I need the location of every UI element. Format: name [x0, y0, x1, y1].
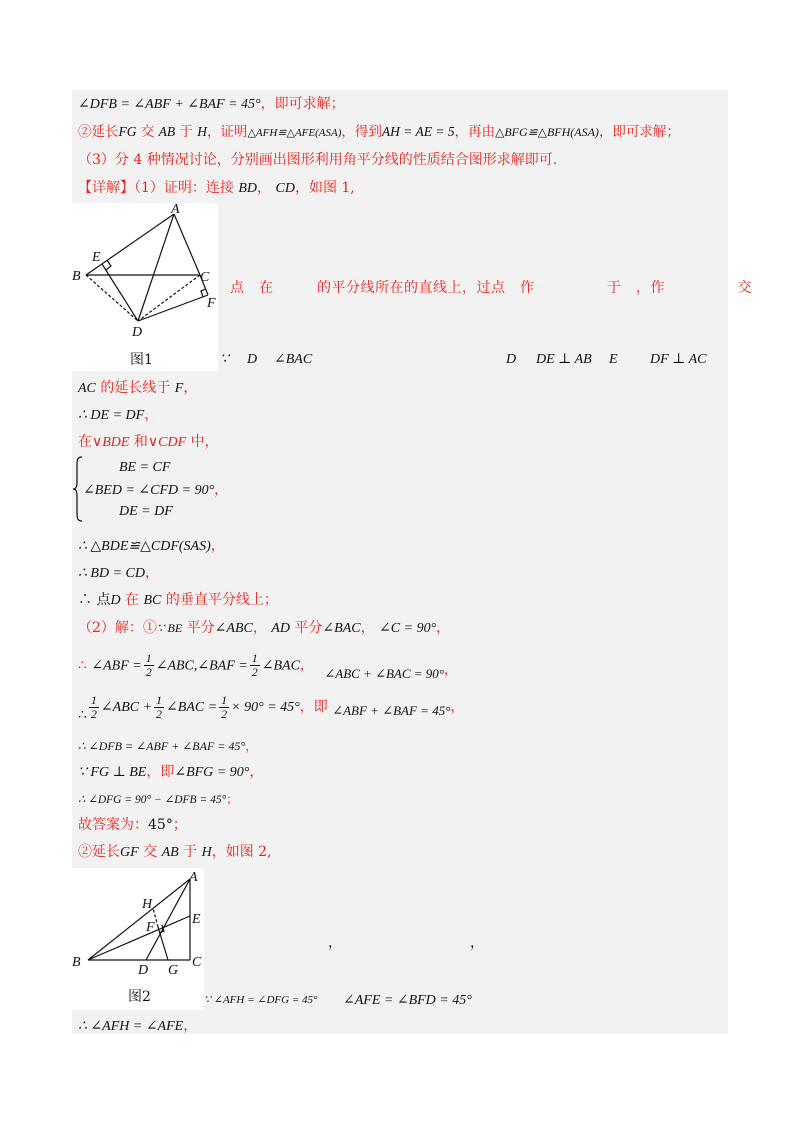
math: ∠BAC = — [166, 700, 218, 715]
math: ∠ABC + — [100, 700, 153, 715]
line-3: （3）分 4 种情况讨论，分别画出图形利用角平分线的性质结合图形求解即可. — [78, 152, 558, 168]
fraction — [144, 652, 154, 679]
line-19 — [78, 1016, 197, 1037]
math: △BFG≌△BFH(ASA) — [495, 125, 599, 139]
label-g: G — [168, 963, 179, 978]
text: 于 — [183, 844, 198, 860]
text: ，得到 — [341, 124, 382, 140]
label-d: D — [132, 325, 143, 340]
math: ∴ BD = CD — [78, 566, 145, 581]
line-17 — [78, 815, 187, 835]
text: ，如图 2, — [211, 844, 272, 860]
text: 中， — [190, 434, 219, 450]
text: ， — [360, 620, 375, 636]
line-7 — [78, 432, 219, 453]
text: ， — [183, 380, 198, 396]
math: ∠AFE = ∠BFD = 45° — [343, 993, 472, 1008]
seg-ac — [174, 214, 200, 275]
label-c: C — [192, 955, 202, 970]
figure-2-diagram — [72, 868, 204, 986]
text: 在 — [125, 592, 140, 608]
text: ∴ — [78, 707, 87, 723]
text: 的延长线于 — [100, 380, 171, 396]
text: 在 — [78, 434, 92, 450]
fraction — [89, 694, 99, 721]
text: ，即可求解； — [260, 96, 345, 112]
fig2-comma-2: ， — [470, 935, 484, 951]
math: H — [197, 124, 207, 139]
math: ∵ BE — [156, 621, 183, 635]
figure-1-diagram — [72, 203, 218, 353]
line-4 — [78, 178, 355, 199]
fraction — [219, 694, 229, 721]
math: AB — [161, 845, 179, 860]
math: ∵ — [220, 352, 229, 367]
text: ， — [450, 699, 465, 715]
text: ∴ 点 — [78, 592, 111, 608]
math: ∨CDF — [147, 435, 187, 450]
text: ，再由 — [454, 124, 496, 140]
seg-bd — [86, 275, 138, 321]
text: ， — [252, 620, 267, 636]
text: ， — [245, 739, 258, 753]
math: AC — [78, 381, 96, 396]
text: ， — [436, 620, 451, 636]
line-2 — [78, 122, 680, 143]
seg-be — [88, 916, 190, 960]
math: ∴ ∠DFB = ∠ABF + ∠BAF = 45° — [78, 739, 246, 753]
text: ②延长 — [78, 844, 120, 860]
fig2-row2-b — [343, 990, 472, 1011]
text: ， — [144, 407, 159, 423]
line-12 — [78, 652, 458, 680]
math: △AFH≌△AFE(ASA) — [247, 127, 342, 139]
text: ， — [299, 657, 314, 674]
den: 2 — [90, 706, 97, 721]
system-eq-1: BE = CF — [119, 460, 171, 475]
math: ∵ ∠AFH = ∠DFG = 45° — [204, 994, 318, 1006]
fraction — [250, 652, 260, 679]
text: ， — [444, 661, 458, 678]
math: 45° — [148, 817, 173, 833]
num: 1 — [221, 692, 228, 707]
text: ， — [214, 482, 229, 498]
num: 1 — [145, 651, 152, 665]
math: ∠C = 90° — [379, 621, 437, 636]
text: ，即可求解； — [598, 124, 680, 140]
math: D — [110, 593, 121, 608]
label-f: F — [207, 296, 216, 311]
math: ∴ ∠AFH = ∠AFE — [78, 1019, 184, 1034]
text: 交 — [143, 844, 158, 860]
line-16 — [78, 789, 238, 810]
line-14 — [78, 736, 257, 756]
text: 的垂直平分线上； — [165, 592, 278, 608]
math: DE ⊥ AB — [536, 352, 592, 367]
text: 于 — [179, 124, 193, 140]
right-angle-e — [106, 260, 111, 270]
math-dfb: ∠DFB = ∠ABF + ∠BAF = 45° — [78, 97, 261, 112]
figure-2 — [72, 868, 204, 1010]
den: 2 — [156, 706, 163, 721]
seg-df — [138, 295, 208, 321]
seg-de — [102, 264, 138, 321]
text: 平分 — [186, 620, 215, 636]
label-h: H — [142, 897, 153, 912]
text: ， — [144, 565, 159, 581]
math: H — [201, 845, 212, 860]
text: ； — [172, 817, 187, 833]
seg-ab — [86, 214, 174, 275]
math: AH = AE = 5 — [381, 124, 455, 139]
label-a: A — [189, 870, 198, 885]
den: 2 — [221, 706, 228, 721]
den: 2 — [145, 665, 152, 679]
system-eq-3: DE = DF — [119, 504, 173, 519]
line-8 — [78, 536, 225, 557]
text: ∴ — [78, 657, 87, 674]
line-10 — [78, 590, 278, 611]
math: DF ⊥ AC — [650, 352, 707, 367]
math: E — [609, 352, 618, 367]
math: ∠BAC — [261, 658, 300, 674]
label-e: E — [92, 250, 101, 265]
math: BC — [143, 593, 162, 608]
fig1-math-row — [220, 350, 720, 370]
label-f: F — [146, 920, 155, 935]
math: ∨BDE — [92, 435, 130, 450]
text: ，即 — [299, 699, 328, 715]
math: D — [506, 352, 517, 367]
text: 故答案为： — [78, 817, 148, 833]
seg-cd — [138, 275, 200, 321]
line-6 — [78, 405, 158, 426]
num: 1 — [251, 651, 258, 665]
line-18 — [78, 842, 272, 863]
den: 2 — [251, 665, 258, 679]
label-d: D — [138, 963, 149, 978]
math: ∠ABF = — [91, 658, 142, 674]
figure-1 — [72, 203, 218, 371]
text: 交 — [140, 124, 155, 140]
num: 1 — [90, 692, 97, 707]
num: 1 — [156, 692, 163, 707]
seg-ab — [88, 879, 190, 960]
text: 和 — [133, 434, 148, 450]
label-e: E — [192, 912, 201, 927]
text: ， — [249, 764, 264, 780]
math: GF — [120, 845, 139, 860]
line-13 — [78, 692, 464, 723]
line-5 — [78, 378, 197, 399]
line-9 — [78, 563, 159, 584]
text: （2）解：① — [78, 620, 157, 636]
math: ∴ DE = DF — [78, 408, 145, 423]
text: ， — [257, 180, 272, 196]
label-b: B — [72, 955, 81, 970]
fraction — [154, 694, 164, 721]
text: ， — [183, 1018, 198, 1034]
system-eq-2 — [83, 480, 228, 501]
fig1-text-row: 点 在 的平分线所在的直线上，过点 作 于 ，作 交 — [230, 280, 752, 296]
text: ； — [226, 792, 238, 806]
math: ∴ △BDE≌△CDF(SAS) — [78, 539, 211, 554]
seg-ad — [138, 214, 174, 321]
math: ∠ABC,∠BAF = — [155, 658, 248, 674]
math: D — [247, 352, 258, 367]
math: AD — [271, 621, 290, 636]
math: ∴ ∠DFG = 90° − ∠DFB = 45° — [78, 794, 227, 806]
text: ， — [210, 538, 225, 554]
label-a: A — [171, 203, 180, 217]
math: ∠BAC — [274, 352, 313, 367]
math: F — [174, 381, 184, 396]
label-b: B — [72, 269, 81, 284]
math: ∠ABC — [214, 621, 253, 636]
math: ∠BFG = 90° — [174, 765, 250, 780]
math: ∠BAC — [322, 621, 361, 636]
math: AB — [158, 124, 176, 139]
line-15 — [78, 762, 263, 783]
math: ∠ABC + ∠BAC = 90° — [324, 665, 444, 681]
math: ∵ FG ⊥ BE — [78, 765, 147, 780]
fig2-comma-1: ， — [328, 935, 342, 951]
math: BD — [238, 181, 258, 196]
math: CD — [275, 181, 295, 196]
math: × 90° = 45° — [231, 700, 300, 715]
line-11 — [78, 618, 450, 639]
text: 平分 — [294, 620, 323, 636]
fig2-row2-a — [204, 990, 317, 1010]
math: FG — [118, 124, 137, 139]
text: ，即 — [146, 764, 175, 780]
label-c: C — [200, 270, 210, 285]
math: ∠BED = ∠CFD = 90° — [83, 483, 215, 498]
text: 【详解】（1）证明：连接 — [78, 180, 234, 196]
figure-2-caption: 图2 — [128, 989, 151, 1005]
line-1 — [78, 94, 345, 115]
figure-1-caption: 图1 — [130, 352, 153, 368]
text: ，证明 — [206, 124, 248, 140]
math: ∠ABF + ∠BAF = 45° — [332, 703, 451, 718]
text: ，如图 1, — [294, 180, 355, 196]
text: ②延长 — [78, 124, 119, 140]
